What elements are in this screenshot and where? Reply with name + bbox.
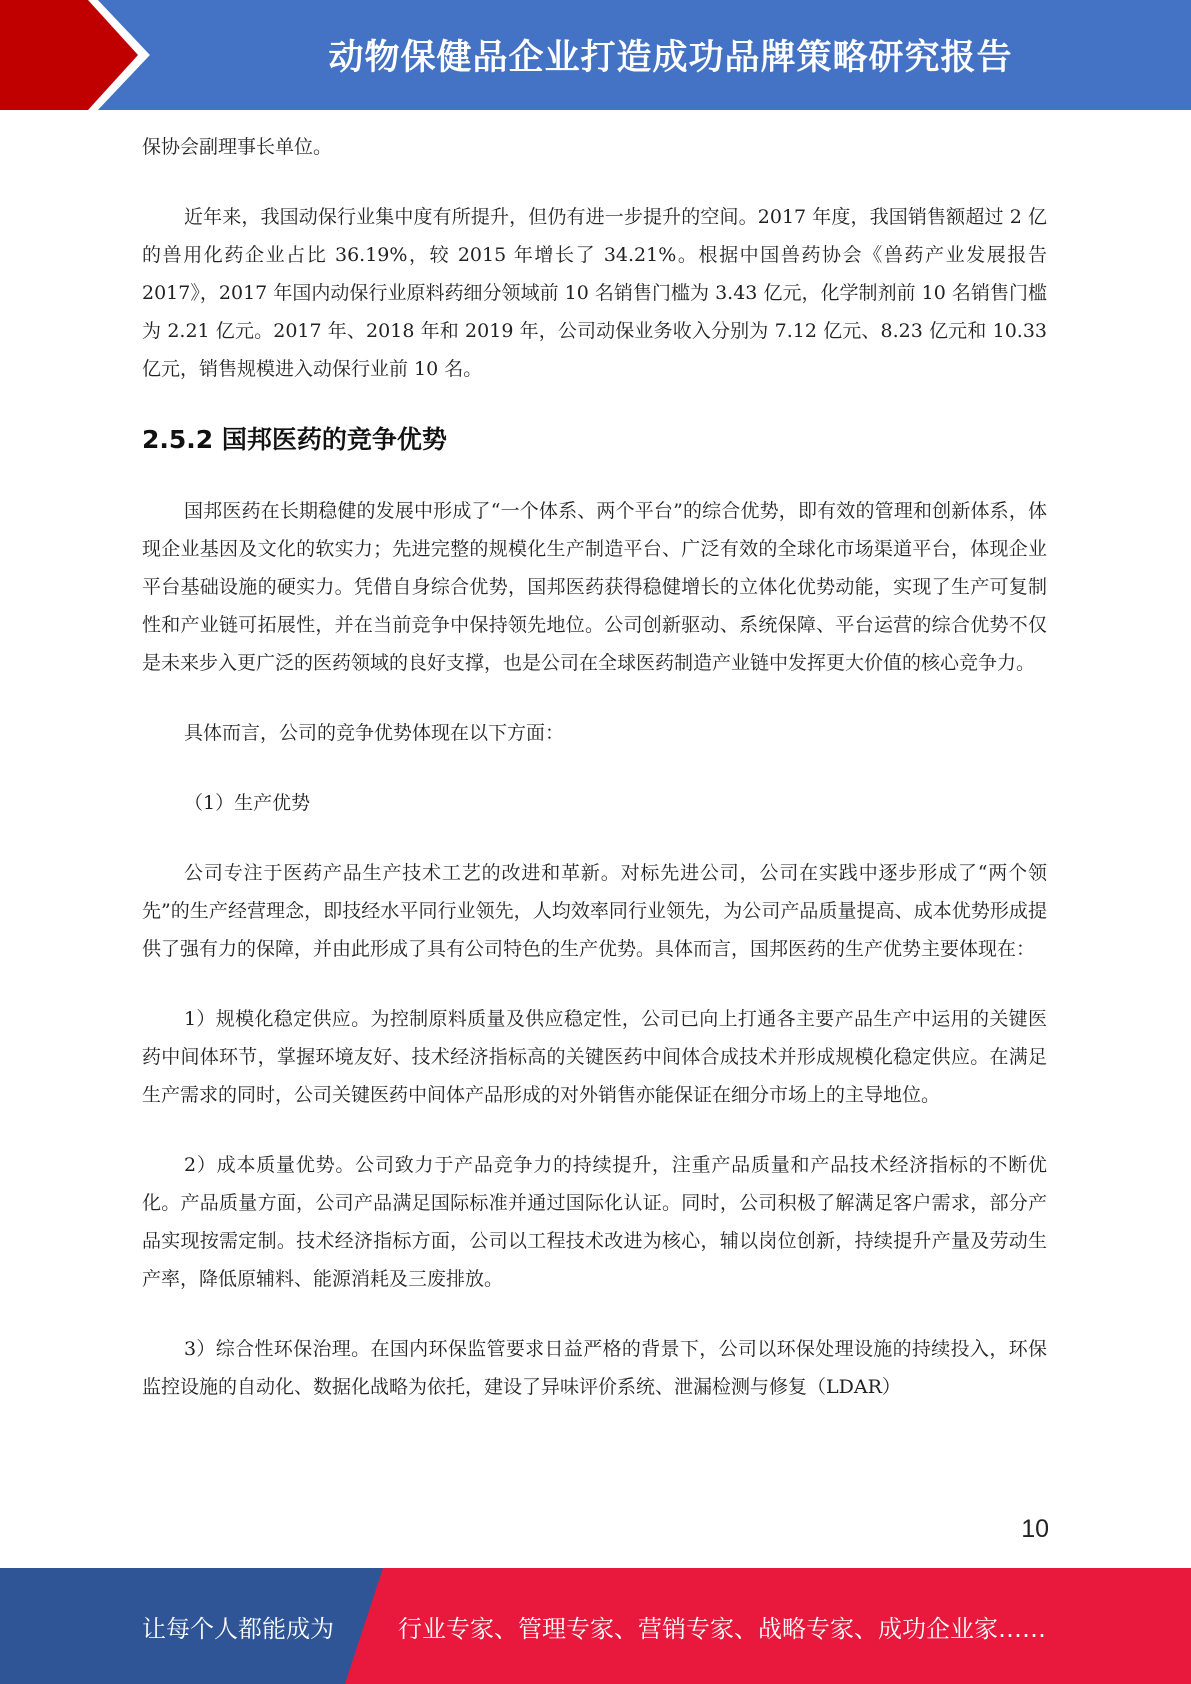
paragraph-9: 3）综合性环保治理。在国内环保监管要求日益严格的背景下，公司以环保处理设施的持续投入，环保监控设施的自动化、数据化战略为依托，建设了异味评价系统、泄漏检测与修复（LDAR） xyxy=(142,1338,1047,1398)
footer-slogan-left: 让每个人都能成为 xyxy=(142,1614,334,1643)
document-body xyxy=(142,128,1047,1406)
paragraph-2: 近年来，我国动保行业集中度有所提升，但仍有进一步提升的空间。2017 年度，我国销售额超过 2 亿的兽用化药企业占比 36.19%，较 2015 年增长了 34.21%。根据中国兽药协会《兽药产业发展报告 2017》，2017 年国内动保行业原料药细分领域前 10 名销售门槛为 3.43 亿元，化学制剂前 10 名销售门槛为 2.21 亿元。2017 年、2018 年和 2019 年，公司动保业务收入分别为 7.12 亿元、8.23 亿元和 10.33 亿元，销售规模进入动保行业前 10 名。 xyxy=(142,206,1047,380)
report-title: 动物保健品企业打造成功品牌策略研究报告 xyxy=(328,38,1013,78)
paragraph-8: 2）成本质量优势。公司致力于产品竞争力的持续提升，注重产品质量和产品技术经济指标的不断优化。产品质量方面，公司产品满足国际标准并通过国际化认证。同时，公司积极了解满足客户需求，部分产品实现按需定制。技术经济指标方面，公司以工程技术改进为核心，辅以岗位创新，持续提升产量及劳动生产率，降低原辅料、能源消耗及三废排放。 xyxy=(142,1154,1047,1290)
page-header xyxy=(0,0,1191,110)
section-heading: 2.5.2 国邦医药的竞争优势 xyxy=(142,425,447,454)
page-number: 10 xyxy=(1021,1515,1049,1543)
footer-slogan-right: 行业专家、管理专家、营销专家、战略专家、成功企业家…… xyxy=(398,1614,1046,1643)
header-arrow-decoration xyxy=(0,0,150,110)
paragraph-4: 具体而言，公司的竞争优势体现在以下方面： xyxy=(184,722,565,744)
paragraph-3: 国邦医药在长期稳健的发展中形成了“一个体系、两个平台”的综合优势，即有效的管理和创新体系，体现企业基因及文化的软实力；先进完整的规模化生产制造平台、广泛有效的全球化市场渠道平台，体现企业平台基础设施的硬实力。凭借自身综合优势，国邦医药获得稳健增长的立体化优势动能，实现了生产可复制性和产业链可拓展性，并在当前竞争中保持领先地位。公司创新驱动、系统保障、平台运营的综合优势不仅是未来步入更广泛的医药领域的良好支撑，也是公司在全球医药制造产业链中发挥更大价值的核心竞争力。 xyxy=(142,500,1047,674)
paragraph-6: 公司专注于医药产品生产技术工艺的改进和革新。对标先进公司，公司在实践中逐步形成了“两个领先”的生产经营理念，即技经水平同行业领先，人均效率同行业领先，为公司产品质量提高、成本优势形成提供了强有力的保障，并由此形成了具有公司特色的生产优势。具体而言，国邦医药的生产优势主要体现在： xyxy=(142,862,1047,960)
paragraph-7: 1）规模化稳定供应。为控制原料质量及供应稳定性，公司已向上打通各主要产品生产中运用的关键医药中间体环节，掌握环境友好、技术经济指标高的关键医药中间体合成技术并形成规模化稳定供应。在满足生产需求的同时，公司关键医药中间体产品形成的对外销售亦能保证在细分市场上的主导地位。 xyxy=(142,1008,1047,1106)
paragraph-1: 保协会副理事长单位。 xyxy=(142,136,333,158)
page-footer xyxy=(0,1568,1191,1684)
subheading-production-advantage: （1）生产优势 xyxy=(184,792,311,814)
